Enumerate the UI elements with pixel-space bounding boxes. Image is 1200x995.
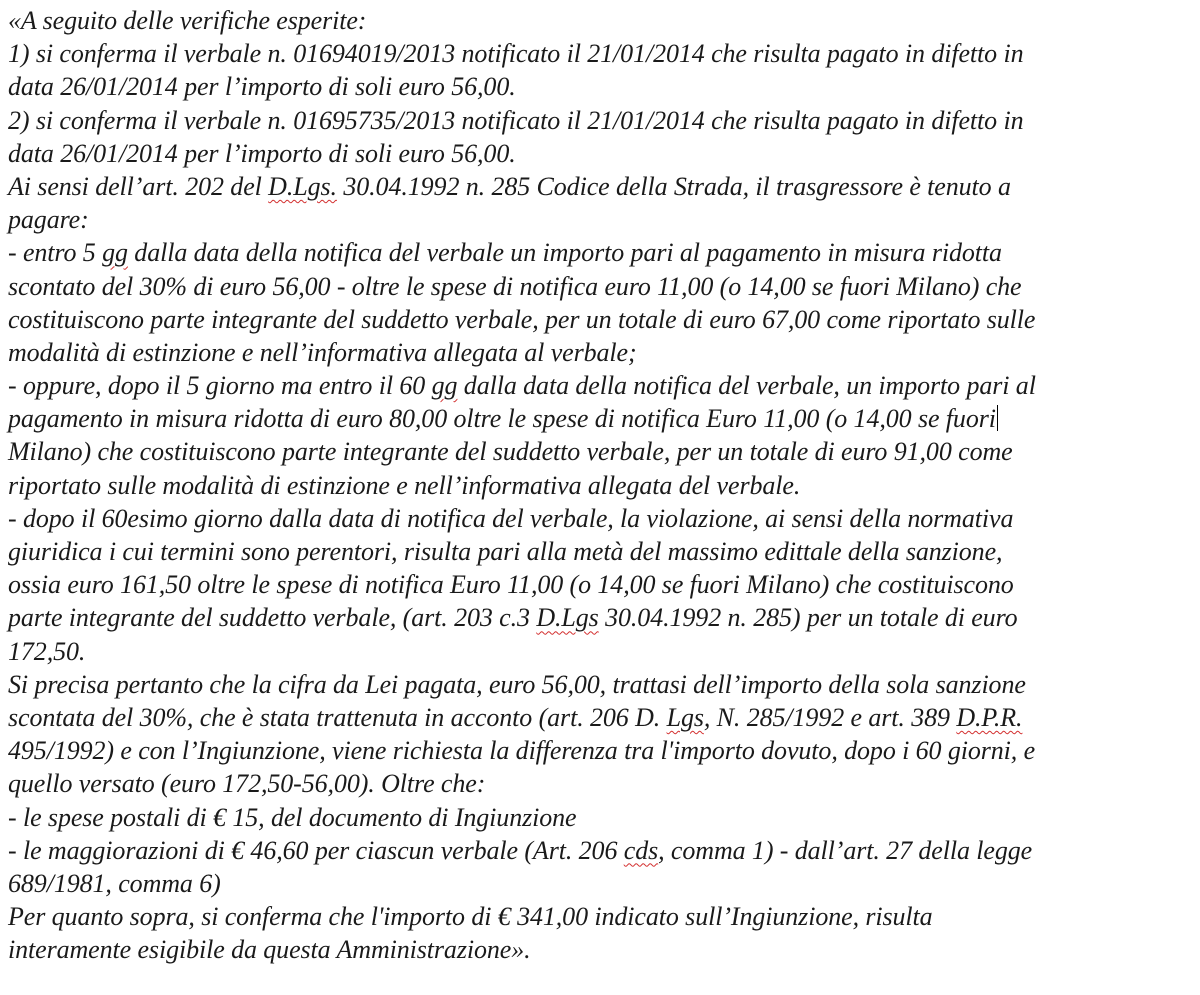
text-run: quello versato (euro 172,50-56,00). Oltre che: [8, 769, 486, 799]
text-run: 172,50. [8, 636, 86, 666]
text-line [8, 37, 1192, 70]
text-run: Per quanto sopra, si conferma che l'importo di € 341,00 indicato sull’Ingiunzione, risulta [8, 902, 933, 932]
text-line [8, 270, 1192, 303]
text-run: riportato sulle modalità di estinzione e nell’informativa allegata del verbale. [8, 470, 801, 500]
text-line [8, 801, 1192, 834]
text-cursor [997, 405, 999, 431]
spellcheck-flagged-word[interactable]: D.P.R. [956, 702, 1023, 732]
text-line [8, 635, 1192, 668]
text-run: data 26/01/2014 per l’importo di soli euro 56,00. [8, 138, 516, 168]
text-run: data 26/01/2014 per l’importo di soli euro 56,00. [8, 72, 516, 102]
text-run: 689/1981, comma 6) [8, 868, 221, 898]
text-line [8, 137, 1192, 170]
spellcheck-flagged-word[interactable]: cds [623, 835, 659, 865]
text-run: 30.04.1992 n. 285 Codice della Strada, il trasgressore è tenuto a [336, 171, 1011, 201]
text-line [8, 867, 1192, 900]
text-run: - le spese postali di € 15, del documento di Ingiunzione [8, 802, 577, 832]
text-line [8, 435, 1192, 468]
text-run: 495/1992) e con l’Ingiunzione, viene richiesta la differenza tra l'importo dovuto, dopo i 60 giorni, e [8, 736, 1036, 766]
text-line [8, 70, 1192, 103]
text-run: giuridica i cui termini sono perentori, risulta pari alla metà del massimo edittale della sanzione, [8, 537, 1003, 566]
text-run: parte integrante del suddetto verbale, (art. 203 c.3 [8, 603, 537, 633]
text-run: interamente esigibile da questa Amministrazione». [8, 935, 531, 965]
spellcheck-flagged-word[interactable]: D.Lgs. [268, 171, 337, 201]
text-run: pagare: [8, 205, 89, 235]
text-line [8, 900, 1192, 933]
text-line [8, 701, 1192, 734]
text-line [8, 767, 1192, 800]
text-line [8, 734, 1192, 767]
text-line [8, 336, 1192, 369]
text-run: scontata del 30%, che è stata trattenuta in acconto (art. 206 D. [8, 702, 667, 732]
text-run: dalla data della notifica del verbale, un importo pari al [457, 371, 1036, 401]
text-line [8, 668, 1192, 701]
text-line [8, 236, 1192, 269]
spellcheck-flagged-word[interactable]: D.Lgs [536, 603, 599, 633]
text-run: - dopo il 60esimo giorno dalla data di notifica del verbale, la violazione, ai sensi della normativa [8, 503, 1014, 533]
text-run: pagamento in misura ridotta di euro 80,00 oltre le spese di notifica Euro 11,00 (o 14,00 se fuori [8, 404, 996, 434]
text-line [8, 170, 1192, 203]
text-run: - le maggiorazioni di € 46,60 per ciascun verbale (Art. 206 [8, 835, 624, 865]
text-line [8, 502, 1192, 535]
text-line [8, 369, 1192, 402]
text-line [8, 203, 1192, 236]
text-line [8, 402, 1192, 435]
document-body[interactable] [8, 4, 1192, 966]
text-line [8, 933, 1192, 966]
text-run: , N. 285/1992 e art. 389 [703, 702, 957, 732]
text-run: dalla data della notifica del verbale un importo pari al pagamento in misura ridotta [127, 238, 1002, 268]
text-run: 2) si conferma il verbale n. 01695735/2013 notificato il 21/01/2014 che risulta pagato in difetto in [8, 105, 1024, 135]
text-run: modalità di estinzione e nell’informativa allegata al verbale; [8, 337, 637, 367]
text-line [8, 601, 1192, 634]
text-line [8, 303, 1192, 336]
text-run: costituiscono parte integrante del suddetto verbale, per un totale di euro 67,00 come riportato sulle [8, 304, 1036, 334]
text-run: 1) si conferma il verbale n. 01694019/2013 notificato il 21/01/2014 che risulta pagato in difetto in [8, 39, 1024, 69]
text-line [8, 469, 1192, 502]
text-line [8, 568, 1192, 601]
text-run: Milano) che costituiscono parte integrante del suddetto verbale, per un totale di euro 91,00 come [8, 437, 1013, 467]
text-line [8, 535, 1192, 568]
text-run: , comma 1) - dall’art. 27 della legge [658, 835, 1033, 865]
text-run: «A seguito delle verifiche esperite: [8, 6, 367, 35]
spellcheck-flagged-word[interactable]: Lgs [666, 702, 704, 732]
text-line [8, 834, 1192, 867]
text-run: ossia euro 161,50 oltre le spese di notifica Euro 11,00 (o 14,00 se fuori Milano) che costituiscono [8, 570, 1014, 600]
text-run: - oppure, dopo il 5 giorno ma entro il 60 [8, 371, 432, 401]
text-run: scontato del 30% di euro 56,00 - oltre le spese di notifica euro 11,00 (o 14,00 se fuori Milano) che [8, 271, 1022, 301]
spellcheck-flagged-word[interactable]: gg [102, 238, 128, 268]
text-run: - entro 5 [8, 238, 103, 268]
text-run: Ai sensi dell’art. 202 del [8, 171, 269, 201]
spellcheck-flagged-word[interactable]: gg [431, 371, 458, 401]
text-run: 30.04.1992 n. 285) per un totale di euro [598, 603, 1018, 633]
text-line [8, 104, 1192, 137]
text-run: Si precisa pertanto che la cifra da Lei pagata, euro 56,00, trattasi dell’importo della sola sanzione [8, 669, 1026, 699]
text-line [8, 4, 1192, 37]
